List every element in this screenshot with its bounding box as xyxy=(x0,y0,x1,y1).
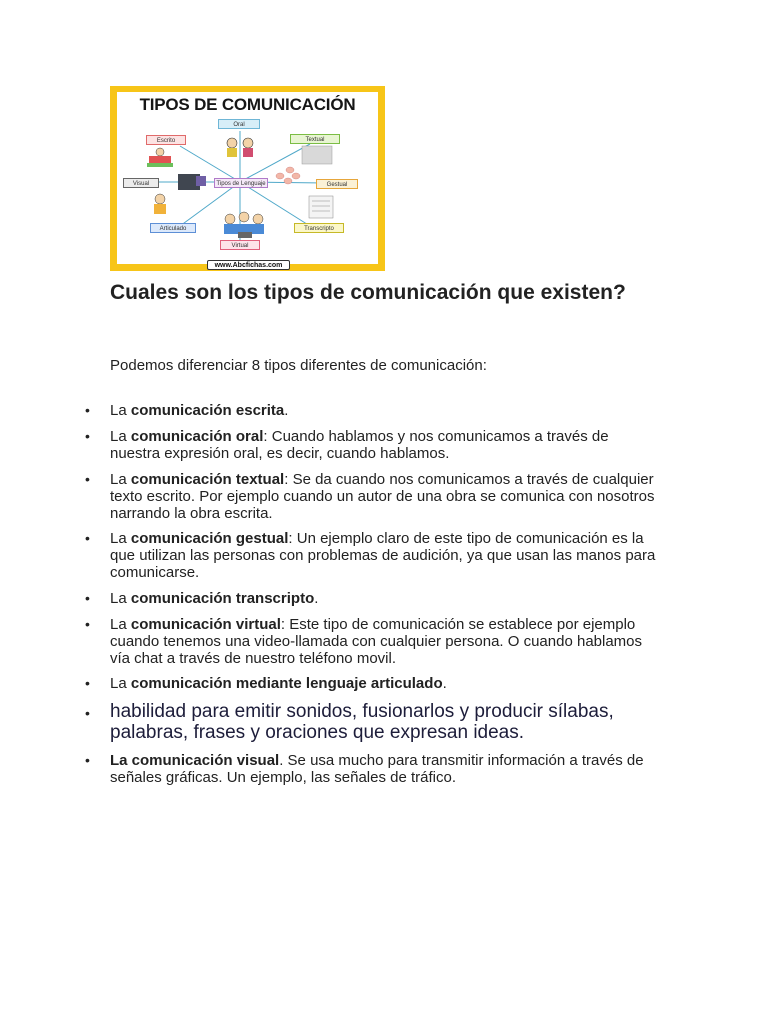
list-item-term: comunicación textual xyxy=(130,471,285,488)
label-transcripto: Transcripto xyxy=(294,223,344,233)
list-item-term: comunicación oral xyxy=(130,428,264,445)
escrito-illustration xyxy=(147,148,173,167)
list-item: • La comunicación mediante lenguaje articulado. xyxy=(110,675,658,692)
label-visual: Visual xyxy=(123,178,159,188)
intro-paragraph: Podemos diferenciar 8 tipos diferentes de comunicación: xyxy=(110,357,487,374)
label-virtual: Virtual xyxy=(220,240,260,250)
label-escrito: Escrito xyxy=(146,135,186,145)
list-item: • La comunicación visual. Se usa mucho para transmitir información a través de señales gráficas. Un ejemplo, las señales de tráfico. xyxy=(110,752,658,786)
virtual-illustration xyxy=(224,212,264,238)
label-gestual: Gestual xyxy=(316,179,358,189)
list-item-term: La comunicación visual xyxy=(110,752,280,769)
transcripto-illustration xyxy=(309,196,333,218)
list-item: • La comunicación transcripto. xyxy=(110,590,658,607)
list-item-term: comunicación mediante lenguaje articulado xyxy=(130,675,443,692)
list-item-term: comunicación escrita xyxy=(130,402,285,419)
figure-title: TIPOS DE COMUNICACIÓN xyxy=(139,95,356,114)
list-item-term: comunicación virtual xyxy=(130,616,281,633)
list-item: • La comunicación gestual: Un ejemplo claro de este tipo de comunicación es la que utilizan las personas con problemas de audición, ya que usan las manos para comunicarse. xyxy=(110,530,658,581)
label-textual: Textual xyxy=(290,134,340,144)
label-articulado: Articulado xyxy=(150,223,196,233)
list-item: • La comunicación escrita. xyxy=(110,402,658,419)
source-url: www.Abcfichas.com xyxy=(207,260,290,270)
visual-illustration xyxy=(178,174,206,190)
textual-illustration xyxy=(302,146,332,164)
label-tipos-de-lenguaje: Tipos de Lenguaje xyxy=(214,178,268,188)
tipos-de-comunicacion-image xyxy=(110,86,385,271)
gestual-illustration xyxy=(276,167,300,184)
list-item-large: • habilidad para emitir sonidos, fusionarlos y producir sílabas, palabras, frases y oraciones que expresan ideas. xyxy=(110,701,658,743)
label-oral: Oral xyxy=(218,119,260,129)
list-item: • La comunicación virtual: Este tipo de comunicación se establece por ejemplo cuando tenemos una video-llamada con cualquier persona. O cuando hablamos vía chat a través de nuestro teléfono movil. xyxy=(110,616,658,667)
list-item-term: comunicación transcripto xyxy=(130,590,315,607)
list-item: • La comunicación oral: Cuando hablamos y nos comunicamos a través de nuestra expresión oral, es decir, cuando hablamos. xyxy=(110,428,658,462)
list-item-term: comunicación gestual xyxy=(130,530,289,547)
page-heading: Cuales son los tipos de comunicación que existen? xyxy=(110,281,626,304)
list-item: • La comunicación textual: Se da cuando nos comunicamos a través de cualquier texto escrito. Por ejemplo cuando un autor de una obra se comunica con nosotros narrando la obra escrita. xyxy=(110,471,658,522)
articulado-illustration xyxy=(154,194,166,214)
